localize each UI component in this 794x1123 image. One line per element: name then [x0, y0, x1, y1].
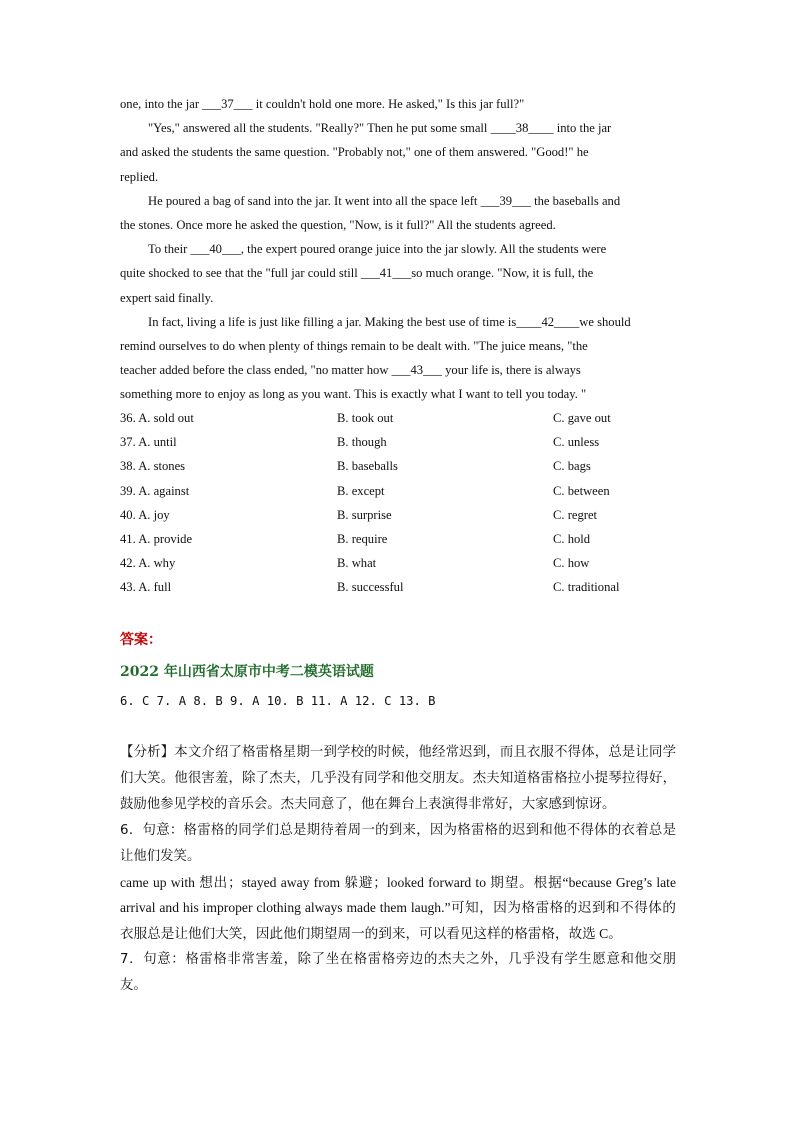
- option-a: 40. A. joy: [120, 507, 170, 522]
- passage-line: In fact, living a life is just like filling a jar. Making the best use of time is____42____we should: [148, 314, 631, 329]
- option-a: 37. A. until: [120, 435, 177, 450]
- option-b: B. except: [337, 483, 385, 498]
- option-c: C. traditional: [553, 580, 620, 595]
- passage-line: To their ___40___, the expert poured orange juice into the jar slowly. All the students were: [148, 242, 607, 257]
- option-b: B. what: [337, 556, 377, 571]
- option-c: C. gave out: [553, 411, 611, 425]
- option-c: C. hold: [553, 531, 591, 546]
- option-b: B. successful: [337, 580, 404, 595]
- option-a: 39. A. against: [120, 483, 190, 498]
- option-row: [120, 432, 680, 456]
- option-a: 42. A. why: [120, 556, 176, 571]
- analysis-paragraph: came up with 想出；stayed away from 躲避；looked forward to 期望。根据“because Greg’s late arrival and his improper clothing always made them laugh.”可知，因为格雷格的迟到和不得体的衣服总是让他们大笑，因此他们期望周一的到来，可以看见这样的格雷格，故选 C。: [120, 874, 676, 942]
- passage-line: teacher added before the class ended, "no matter how ___43___ your life is, there is always: [120, 363, 581, 378]
- analysis-paragraph: 【分析】本文介绍了格雷格星期一到学校的时候，他经常迟到，而且衣服不得体，总是让同学们大笑。他很害羞，除了杰夫，几乎没有同学和他交朋友。杰夫知道格雷格拉小提琴拉得好，鼓励他参见学校的音乐会。杰夫同意了，他在舞台上表演得非常好，大家感到惊讶。: [120, 745, 676, 812]
- passage-line: quite shocked to see that the "full jar could still ___41___so much orange. "Now, it is full, the: [120, 266, 594, 281]
- analysis-paragraph: 7．句意：格雷格非常害羞，除了坐在格雷格旁边的杰夫之外，几乎没有学生愿意和他交朋友。: [120, 952, 676, 994]
- passage-line: remind ourselves to do when plenty of things remain to be dealt with. "The juice means, "the: [120, 338, 588, 353]
- option-a: 43. A. full: [120, 580, 172, 595]
- option-b: B. baseballs: [337, 459, 398, 474]
- option-b: B. though: [337, 435, 387, 450]
- option-c: C. bags: [553, 459, 591, 474]
- option-a: 41. A. provide: [120, 531, 193, 546]
- passage-line: the stones. Once more he asked the question, "Now, is it full?" All the students agreed.: [120, 217, 556, 232]
- analysis-section: [120, 740, 676, 999]
- option-a: 36. A. sold out: [120, 411, 194, 425]
- option-row: [120, 553, 680, 577]
- passage-line: expert said finally.: [120, 290, 214, 305]
- option-row: [120, 577, 680, 601]
- option-c: C. how: [553, 556, 590, 571]
- passage-line: something more to enjoy as long as you want. This is exactly what I want to tell you today. ": [120, 387, 587, 402]
- option-b: B. took out: [337, 411, 394, 425]
- option-c: C. between: [553, 483, 610, 498]
- option-b: B. surprise: [337, 507, 392, 522]
- analysis-paragraph: 6．句意：格雷格的同学们总是期待着周一的到来，因为格雷格的迟到和他不得体的衣着总是让他们发笑。: [120, 822, 676, 864]
- answer-key-list: 6. C 7. A 8. B 9. A 10. B 11. A 12. C 13. B: [120, 694, 436, 708]
- option-row: [120, 456, 680, 480]
- cloze-passage: [120, 94, 680, 408]
- passage-line: He poured a bag of sand into the jar. It went into all the space left ___39___ the baseballs and: [148, 193, 621, 208]
- option-row: [120, 481, 680, 505]
- passage-line: and asked the students the same question. "Probably not," one of them answered. "Good!" he: [120, 145, 589, 160]
- answer-heading: 答案：: [120, 632, 162, 648]
- option-row: [120, 408, 680, 432]
- passage-line: "Yes," answered all the students. "Really?" Then he put some small ____38____ into the jar: [148, 121, 612, 136]
- option-row: [120, 529, 680, 553]
- option-c: C. unless: [553, 435, 600, 450]
- option-row: [120, 505, 680, 529]
- passage-line: replied.: [120, 169, 159, 184]
- exam-title: 2022 年山西省太原市中考二模英语试题: [120, 664, 374, 680]
- option-c: C. regret: [553, 507, 598, 522]
- option-a: 38. A. stones: [120, 459, 186, 474]
- passage-line: one, into the jar ___37___ it couldn't hold one more. He asked," Is this jar full?": [120, 97, 525, 111]
- answer-options: [120, 408, 680, 602]
- option-b: B. require: [337, 531, 388, 546]
